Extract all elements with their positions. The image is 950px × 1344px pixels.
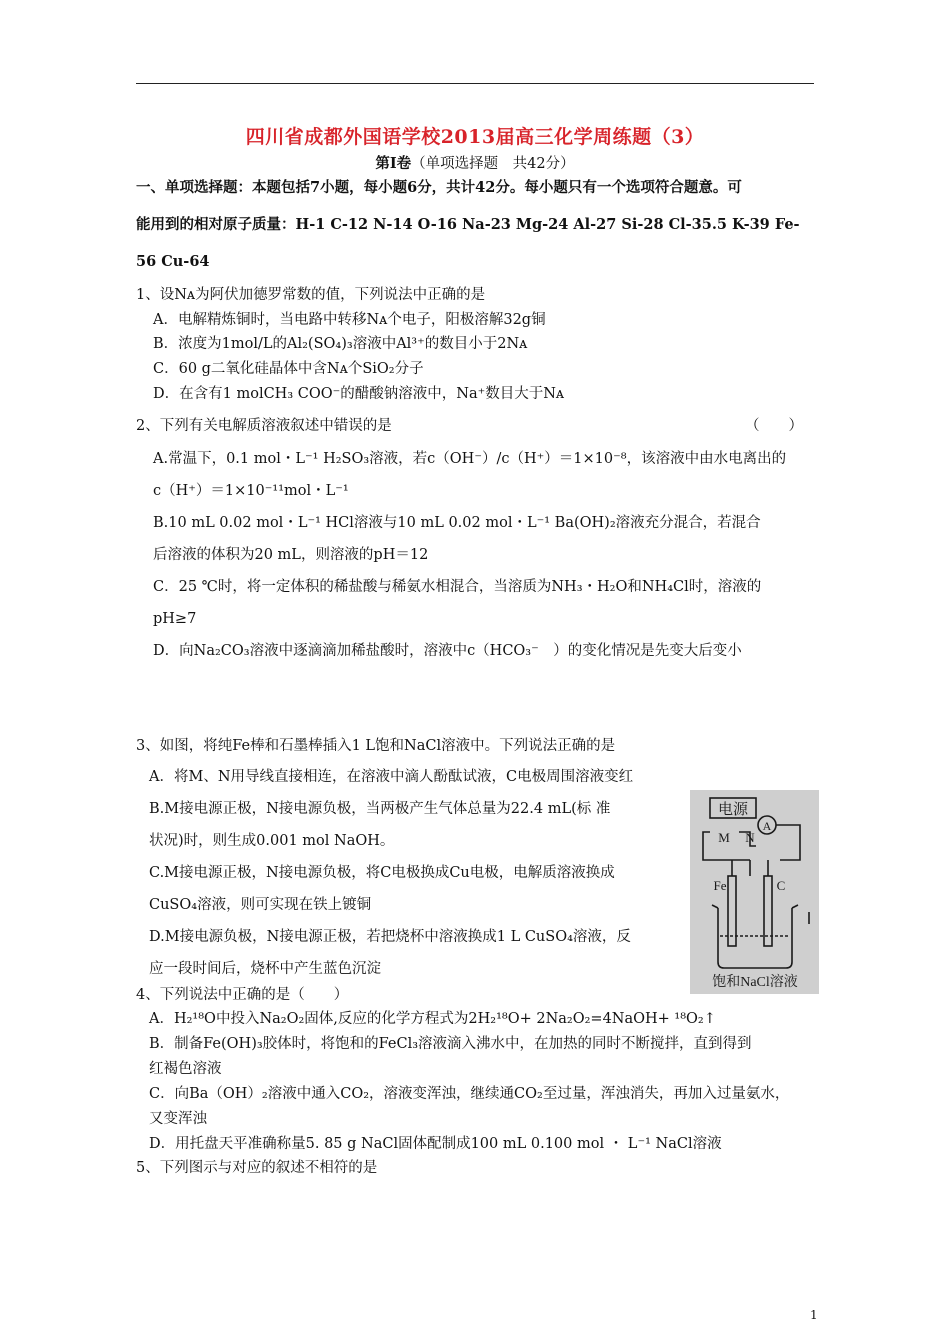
q3-option-b-line-1: B.M接电源正极，N接电源负极，当两极产生气体总量为22.4 mL(标 准 [149, 801, 611, 817]
q5-stem: 5、下列图示与对应的叙述不相符的是 [136, 1160, 378, 1176]
n-label: N [745, 830, 755, 845]
instructions-line-2: 能用到的相对原子质量：H-1 C-12 N-14 O-16 Na-23 Mg-24 Al-27 Si-28 Cl-35.5 K-39 Fe- [136, 216, 800, 233]
header-rule [136, 83, 814, 84]
figure-labels [712, 800, 798, 990]
q4-option-b-line-1: B．制备Fe(OH)₃胶体时，将饱和的FeCl₃溶液滴入沸水中，在加热的同时不断搅拌，直到得到 [149, 1036, 752, 1052]
ammeter-label: A [762, 819, 772, 833]
section-heading [0, 152, 950, 173]
power-label: 电源 [717, 802, 749, 818]
q1-option-d: D．在含有1 molCH₃ COO⁻的醋酸钠溶液中，Na⁺数目大于Nᴀ [153, 386, 565, 402]
q1-stem: 1、设Nᴀ为阿伏加德罗常数的值，下列说法中正确的是 [136, 287, 486, 303]
electrolysis-diagram [690, 790, 819, 994]
q4-stem: 4、下列说法中正确的是（ ） [136, 987, 349, 1003]
q2-option-c-line-1: C．25 ℃时，将一定体积的稀盐酸与稀氨水相混合，当溶质为NH₃・H₂O和NH₄Cl时，溶液的 [153, 579, 762, 595]
beaker-lip [712, 905, 798, 908]
page-number: 1 [810, 1308, 818, 1322]
q3-option-b-line-2: 状况)时，则生成0.001 mol NaOH。 [149, 833, 395, 849]
q4-option-c-line-2: 又变浑浊 [149, 1111, 207, 1127]
fe-label: Fe [713, 878, 727, 893]
q2-answer-blank: （ ） [745, 418, 803, 434]
q3-option-d-line-1: D.M接电源负极，N接电源正极，若把烧杯中溶液换成1 L CuSO₄溶液，反 [149, 929, 631, 945]
q1-option-c: C．60 g二氧化硅晶体中含Nᴀ个SiO₂分子 [153, 361, 424, 377]
q4-option-c-line-1: C．向Ba（OH）₂溶液中通入CO₂，溶液变浑浊，继续通CO₂至过量，浑浊消失，再加入过量氨水， [149, 1086, 790, 1102]
q2-option-a-line-2: c（H⁺）＝1×10⁻¹¹mol・L⁻¹ [153, 483, 349, 499]
q4-option-d: D．用托盘天平准确称量5. 85 g NaCl固体配制成100 mL 0.100 mol ・ L⁻¹ NaCl溶液 [149, 1136, 722, 1152]
q2-option-d: D．向Na₂CO₃溶液中逐滴滴加稀盐酸时，溶液中c（HCO₃⁻ ）的变化情况是先变大后变小 [153, 643, 742, 659]
c-label: C [776, 878, 786, 893]
q2-option-b-line-2: 后溶液的体积为20 mL，则溶液的pH＝12 [153, 547, 429, 563]
q2-stem: 2、下列有关电解质溶液叙述中错误的是 [136, 418, 392, 434]
section-desc: （单项选择题 共42分） [411, 156, 575, 172]
q1-option-b: B．浓度为1mol/L的Al₂(SO₄)₃溶液中Al³⁺的数目小于2Nᴀ [153, 336, 528, 352]
m-label: M [718, 830, 730, 845]
q3-option-d-line-2: 应一段时间后，烧杯中产生蓝色沉淀 [149, 961, 381, 977]
q2-option-c-line-2: pH≥7 [153, 611, 197, 627]
instructions-line-3: 56 Cu-64 [136, 253, 210, 270]
beaker [718, 908, 792, 968]
section-label: 第Ⅰ卷 [375, 155, 412, 172]
q3-option-c-line-1: C.M接电源正极，N接电源负极，将C电极换成Cu电极，电解质溶液换成 [149, 865, 615, 881]
page-title: 四川省成都外国语学校2013届高三化学周练题（3） [245, 126, 705, 148]
q3-option-c-line-2: CuSO₄溶液，则可实现在铁上镀铜 [149, 897, 372, 913]
electrolysis-apparatus-figure [690, 790, 819, 994]
instructions-line-1: 一、单项选择题：本题包括7小题，每小题6分，共计42分。每小题只有一个选项符合题意。可 [136, 179, 742, 196]
q4-option-a: A．H₂¹⁸O中投入Na₂O₂固体,反应的化学方程式为2H₂¹⁸O+ 2Na₂O₂=4NaOH+ ¹⁸O₂↑ [149, 1011, 716, 1027]
q4-option-b-line-2: 红褐色溶液 [149, 1061, 222, 1077]
figure-caption: 饱和NaCl溶液 [712, 975, 798, 990]
q3-option-a: A．将M、N用导线直接相连，在溶液中滴人酚酞试液，C电极周围溶液变红 [149, 769, 634, 785]
q3-stem: 3、如图，将纯Fe棒和石墨棒插入1 L饱和NaCl溶液中。下列说法正确的是 [136, 738, 616, 754]
wire-right [776, 825, 800, 860]
q1-option-a: A．电解精炼铜时，当电路中转移Nᴀ个电子，阳极溶解32g铜 [153, 312, 546, 328]
q2-option-b-line-1: B.10 mL 0.02 mol・L⁻¹ HCl溶液与10 mL 0.02 mol・L⁻¹ Ba(OH)₂溶液充分混合，若混合 [153, 515, 761, 531]
q2-option-a-line-1: A.常温下，0.1 mol・L⁻¹ H₂SO₃溶液，若c（OH⁻）/c（H⁺）＝1×10⁻⁸，该溶液中由水电离出的 [153, 451, 787, 467]
